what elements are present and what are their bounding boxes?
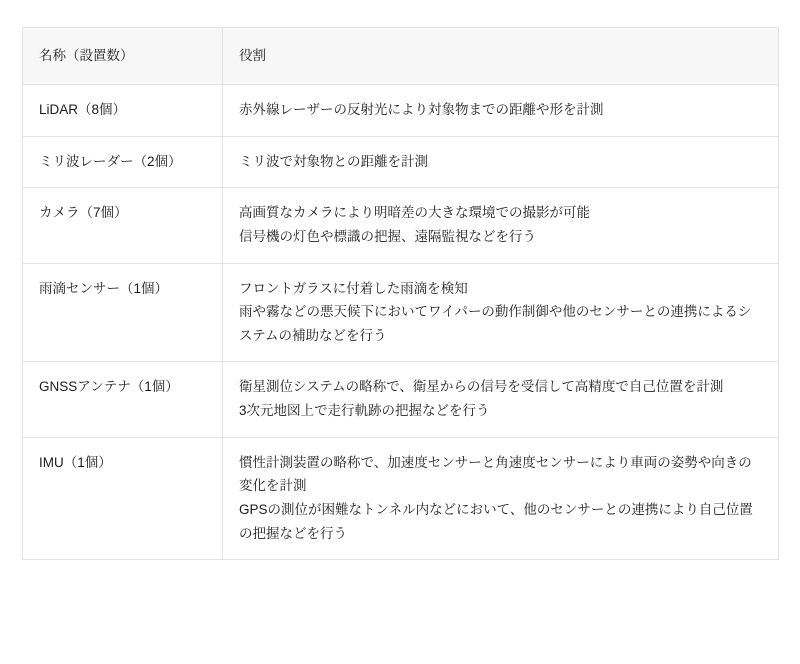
table-row <box>23 188 779 263</box>
role-line: ミリ波で対象物との距離を計測 <box>239 153 428 169</box>
table-row <box>23 136 779 188</box>
cell-sensor-name: GNSSアンテナ（1個） <box>23 362 223 437</box>
cell-sensor-name: カメラ（7個） <box>23 188 223 263</box>
cell-sensor-role <box>223 362 779 437</box>
table-body <box>23 85 779 560</box>
table-header <box>23 28 779 85</box>
role-line: 赤外線レーザーの反射光により対象物までの距離や形を計測 <box>239 102 604 117</box>
role-line: 3次元地図上で走行軌跡の把握などを行う <box>239 403 490 418</box>
cell-sensor-role <box>223 437 779 560</box>
cell-sensor-name: ミリ波レーダー（2個） <box>23 136 223 188</box>
role-line: 信号機の灯色や標識の把握、遠隔監視などを行う <box>239 228 536 244</box>
role-line: 高画質なカメラにより明暗差の大きな環境での撮影が可能 <box>239 205 590 221</box>
role-line: 衛星測位システムの略称で、衛星からの信号を受信して高精度で自己位置を計測 <box>239 379 724 395</box>
table-row <box>23 362 779 437</box>
role-line: GPSの測位が困難なトンネル内などにおいて、他のセンサーとの連携により自己位置の把握などを行う <box>239 501 753 541</box>
cell-sensor-name: 雨滴センサー（1個） <box>23 263 223 362</box>
role-line: 雨や霧などの悪天候下においてワイパーの動作制御や他のセンサーとの連携によるシステムの補助などを行う <box>239 304 752 343</box>
sensor-specification-table <box>22 27 779 560</box>
cell-sensor-role <box>223 188 779 263</box>
table-row <box>23 437 779 560</box>
table-row <box>23 263 779 362</box>
role-line: フロントガラスに付着した雨滴を検知 <box>239 280 468 296</box>
table-row <box>23 85 779 137</box>
column-header-role: 役割 <box>223 28 779 85</box>
cell-sensor-role <box>223 263 779 362</box>
column-header-name: 名称（設置数） <box>23 28 223 85</box>
cell-sensor-role <box>223 136 779 188</box>
role-line: 慣性計測装置の略称で、加速度センサーと角速度センサーにより車両の姿勢や向きの変化を計測 <box>239 454 752 494</box>
cell-sensor-name: LiDAR（8個） <box>23 85 223 137</box>
cell-sensor-name: IMU（1個） <box>23 437 223 560</box>
table-header-row <box>23 28 779 85</box>
cell-sensor-role <box>223 85 779 137</box>
